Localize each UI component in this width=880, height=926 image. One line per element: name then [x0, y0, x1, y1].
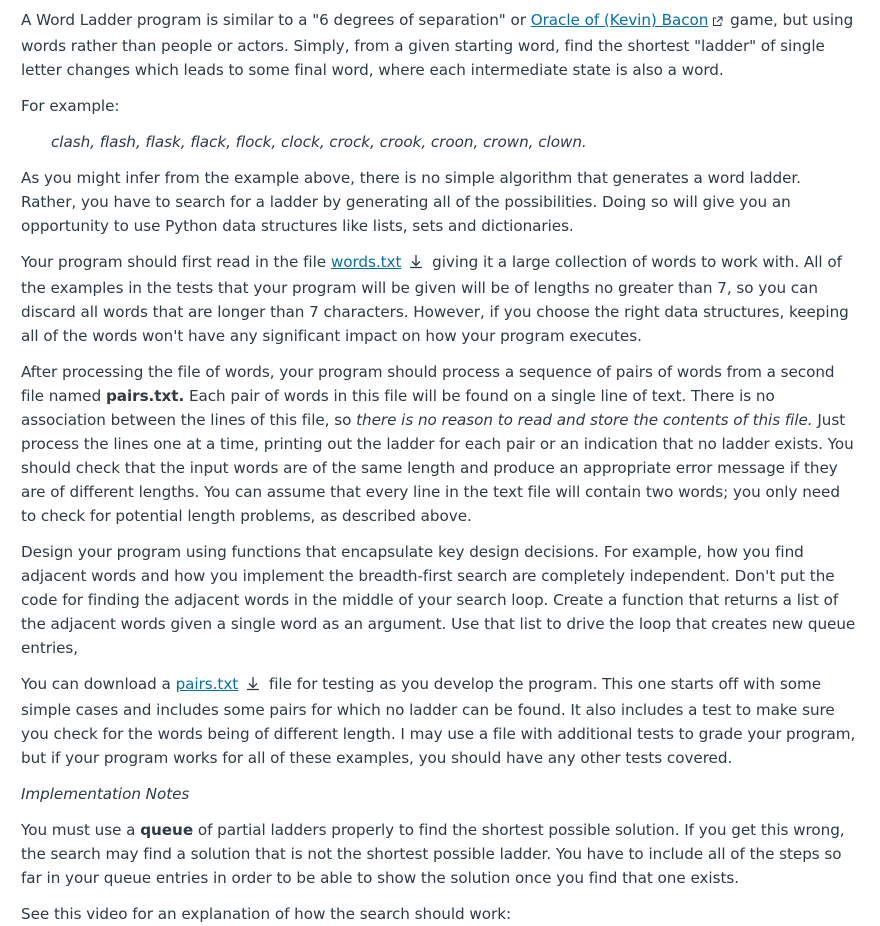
oracle-of-bacon-link[interactable]: Oracle of (Kevin) Bacon — [530, 11, 709, 29]
download-icon[interactable] — [246, 674, 260, 698]
download-icon[interactable] — [409, 252, 423, 276]
video-paragraph: See this video for an explanation of how the search should work: — [21, 905, 512, 923]
pairs-txt-link[interactable]: pairs.txt — [175, 675, 239, 693]
external-link-icon[interactable] — [712, 10, 723, 34]
search-paragraph: As you might infer from the example above, there is no simple algorithm that generates a word ladder. Rather, you have to search for a ladder by generating all of the possibilities. Doing so will give you an opportunity to use Python data structures like lists, sets and dictionaries. — [21, 169, 801, 235]
queue-paragraph: You must use a queue of partial ladders properly to find the shortest possible solution. If you get this wrong, the search may find a solution that is not the shortest possible ladder. You have to include all of the steps so far in your queue entries in order to be able to show the solution once you find that one exists. — [21, 821, 845, 887]
words-file-paragraph: Your program should first read in the file words.txt giving it a large collection of words to work with. All of the examples in the tests that your program will be given will be of lengths no greater than 7, so you can discard all words that are longer than 7 characters. However, if you choose the right data structures, keeping all of the words won't have any significant impact on how your program executes. — [21, 253, 849, 345]
implementation-notes-heading: Implementation Notes — [21, 785, 190, 803]
example-label: For example: — [21, 97, 120, 115]
words-txt-link[interactable]: words.txt — [330, 253, 402, 271]
example-ladder: clash, flash, flask, flack, flock, clock, crock, crook, croon, crown, clown. — [51, 133, 587, 151]
pairs-file-paragraph: After processing the file of words, your program should process a sequence of pairs of words from a second file named pairs.txt. Each pair of words in this file will be found on a single line of text. There is no association between the lines of this file, so there is no reason to read and store the contents of this file. Just process the lines one at a time, printing out the ladder for each pair or an indication that no ladder exists. You should check that the input words are of the same length and produce an appropriate error message if they are of different lengths. You can assume that every line in the text file will contain two words; you only need to check for potential length problems, as described above. — [21, 363, 854, 525]
design-paragraph: Design your program using functions that encapsulate key design decisions. For example, how you find adjacent words and how you implement the breadth-first search are completely independent. Don't put the code for finding the adjacent words in the middle of your search loop. Create a function that returns a list of the adjacent words given a single word as an argument. Use that list to drive the loop that creates new queue entries, — [21, 543, 856, 657]
download-pairs-paragraph: You can download a pairs.txt file for testing as you develop the program. This one starts off with some simple cases and includes some pairs for which no ladder can be found. It also includes a test to make sure you check for the words being of different length. I may use a file with additional tests to grade your program, but if your program works for all of these examples, you should have any other tests covered. — [21, 675, 856, 767]
intro-paragraph: A Word Ladder program is similar to a "6 degrees of separation" or Oracle of (Kevin) Bacon game, but using words rather than people or actors. Simply, from a given starting word, find the shortest "ladder" of single letter changes which leads to some final word, where each intermediate state is also a word. — [21, 11, 854, 79]
